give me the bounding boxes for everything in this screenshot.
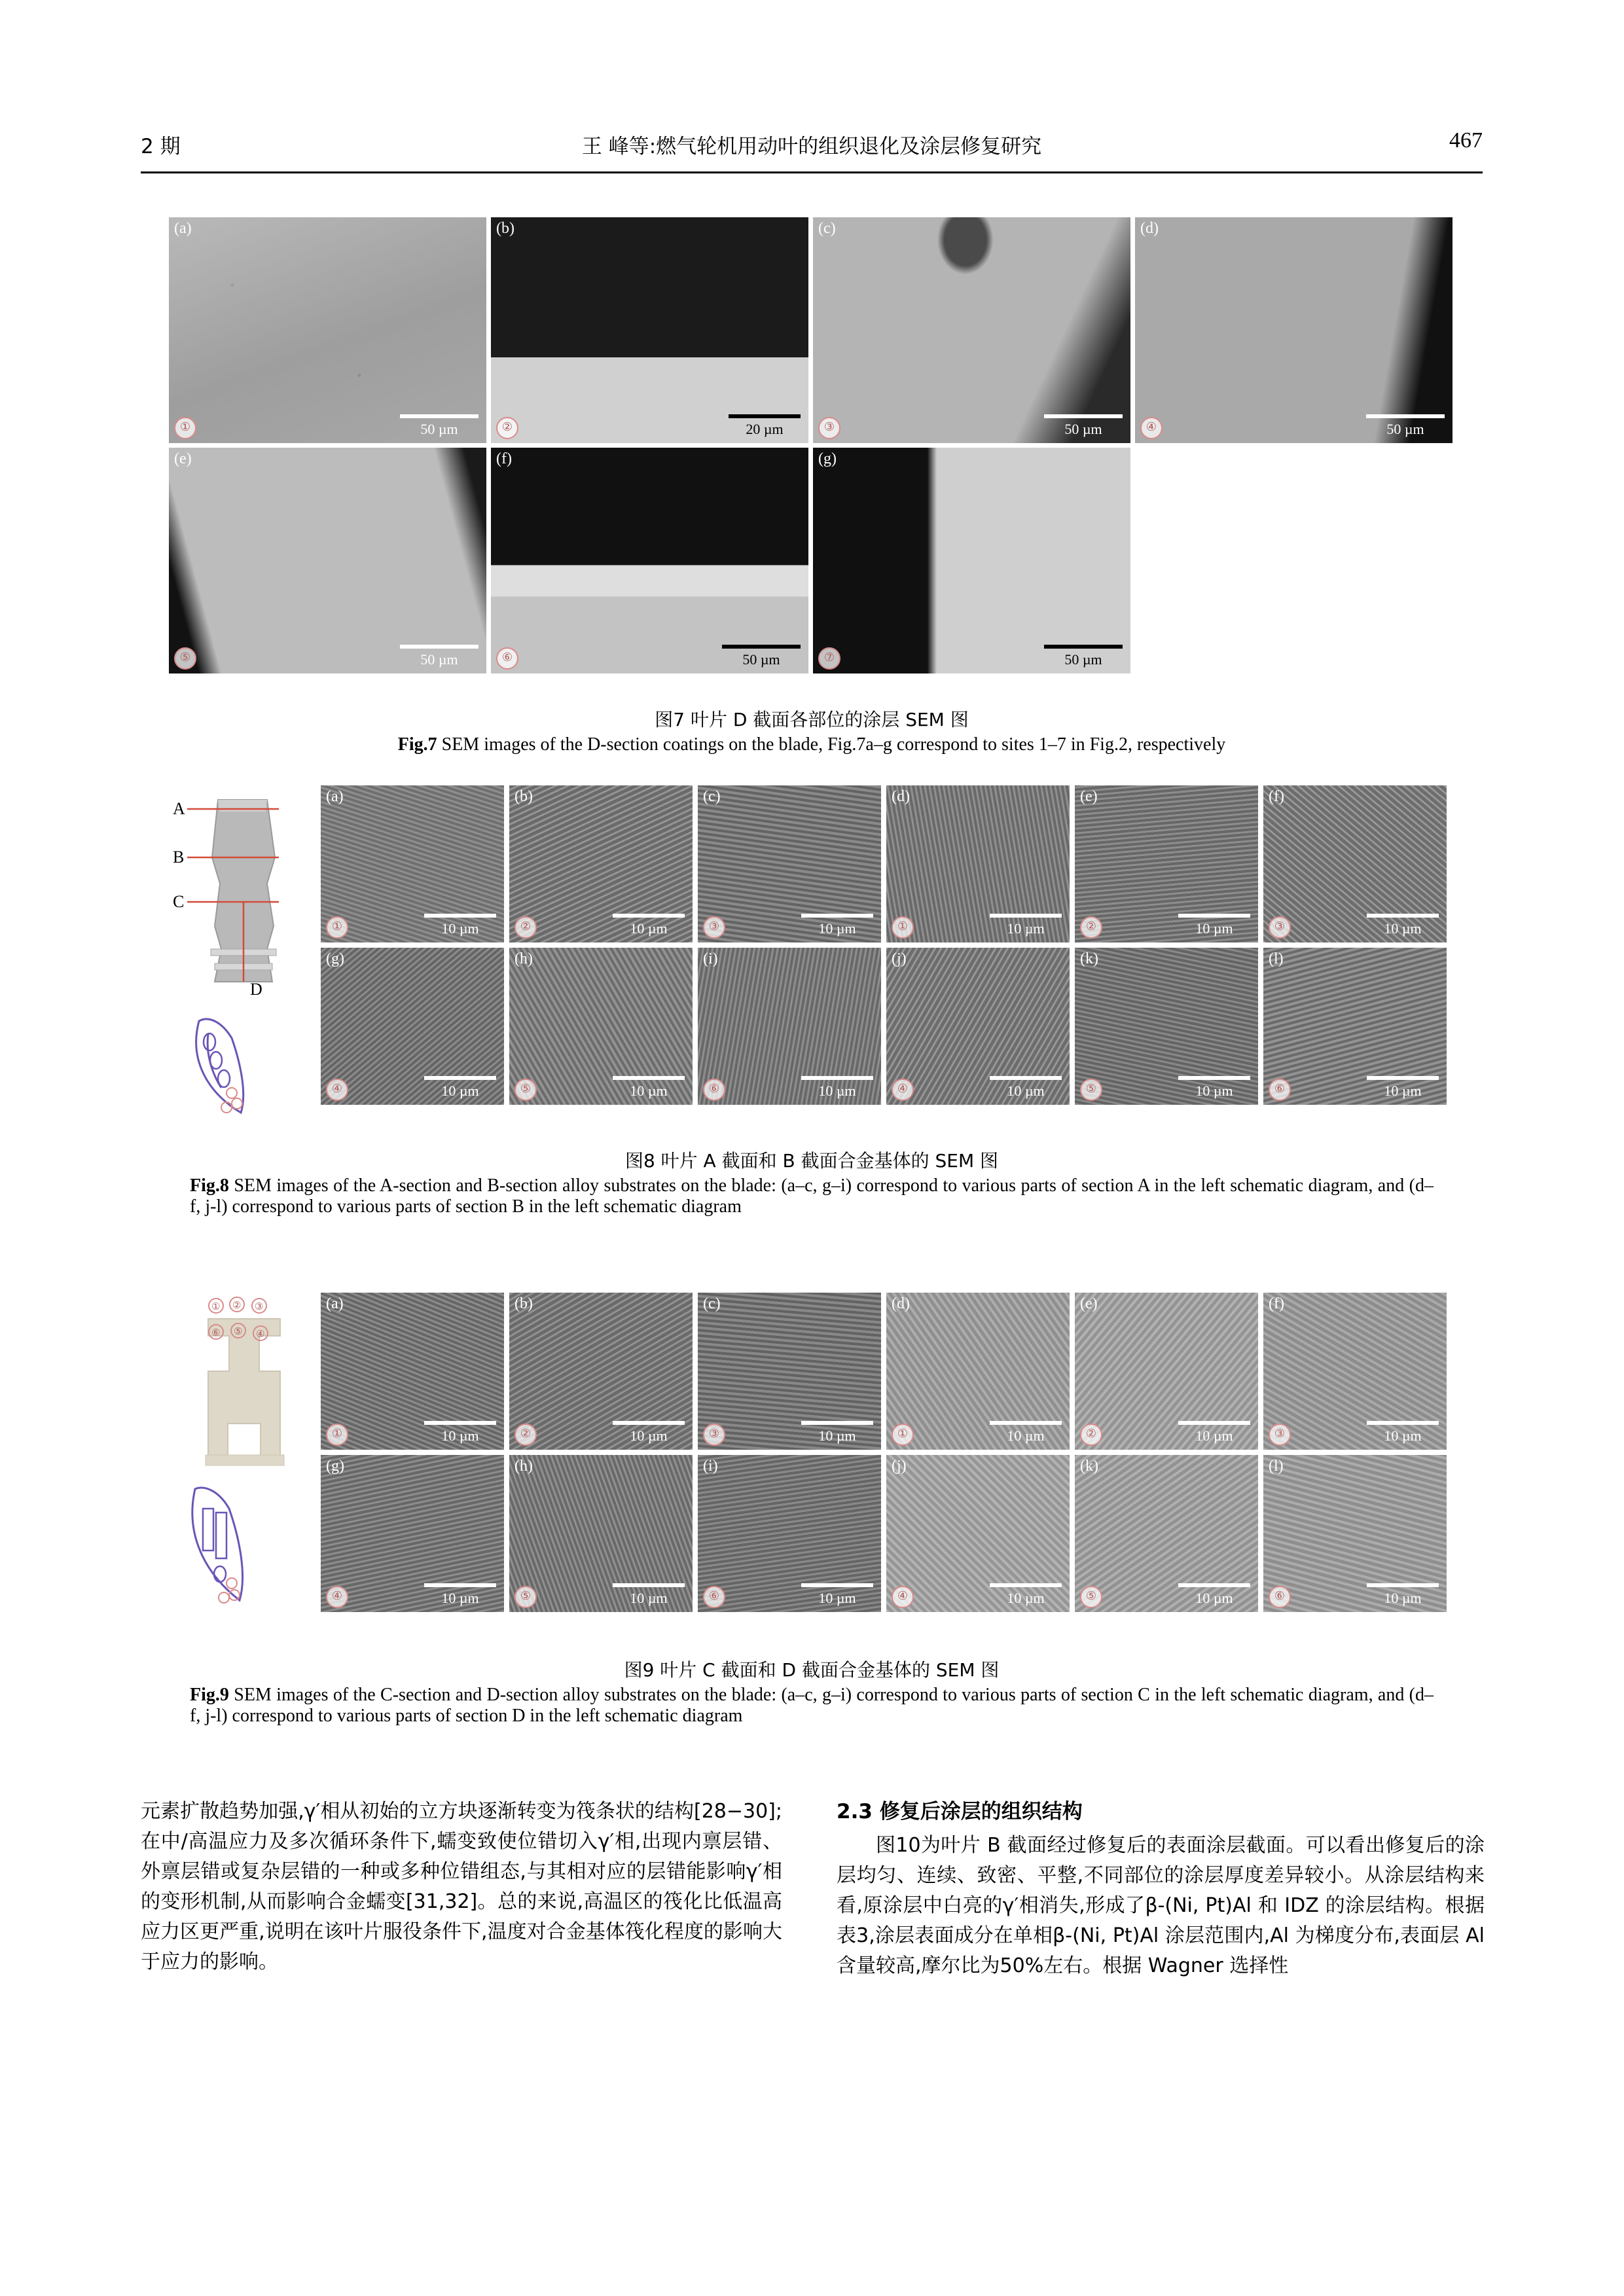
site-badge: ③ [818, 417, 840, 439]
panel-label: (f) [1269, 788, 1284, 805]
panel-label: (f) [1269, 1295, 1284, 1312]
fig9-panel-c [698, 1293, 881, 1450]
panel-label: (f) [496, 450, 512, 467]
svg-text:③: ③ [255, 1300, 264, 1312]
fig7-caption-en: Fig.7 SEM images of the D-section coatings on the blade, Fig.7a–g correspond to sites 1–7 in Fig.2, respectively [397, 734, 1226, 755]
fig8-schematic-diagram [169, 785, 319, 1126]
scale-bar: 10 µm [1367, 1076, 1439, 1100]
scale-bar: 50 µm [400, 414, 478, 438]
fig9-caption-en: Fig.9 SEM images of the C-section and D-section alloy substrates on the blade: (a–c, g–i) correspond to various parts of section C in the left schematic diagram, and (d–f, j-l) correspond to various parts of section D in the left schematic diagram [190, 1685, 1434, 1726]
fig9-panel-g [321, 1455, 504, 1612]
scale-bar: 10 µm [424, 1583, 496, 1607]
panel-label: (g) [326, 950, 344, 967]
panel-label: (j) [892, 1458, 907, 1475]
svg-text:④: ④ [256, 1328, 265, 1340]
scale-bar: 10 µm [1178, 1583, 1250, 1607]
figure-9-block [169, 1293, 1452, 1633]
scale-bar: 10 µm [613, 1421, 685, 1444]
panel-label: (i) [703, 950, 718, 967]
panel-label: (g) [326, 1458, 344, 1475]
svg-text:C: C [173, 892, 185, 911]
panel-label: (e) [1080, 1295, 1098, 1312]
svg-text:A: A [173, 799, 185, 818]
fig8-panel-e [1075, 785, 1258, 942]
site-badge: ② [1080, 1424, 1102, 1446]
site-badge: ⑥ [496, 647, 518, 670]
fig9-panel-i [698, 1455, 881, 1612]
fig7-panel-d [1135, 217, 1453, 443]
panel-label: (c) [703, 1295, 721, 1312]
body-column-right [837, 1797, 1485, 1981]
right-paragraph: 图10为叶片 B 截面经过修复后的表面涂层截面。可以看出修复后的涂层均匀、连续、致密、平整,不同部位的涂层厚度差异较小。从涂层结构来看,原涂层中白亮的γ′相消失,形成了β-(Ni, Pt)Al 和 IDZ 的涂层结构。根据表3,涂层表面成分在单相β-(Ni, Pt)Al 涂层范围内,Al 为梯度分布,表面层 Al 含量较高,摩尔比为50%左右。根据 Wagner 选择性 [837, 1834, 1485, 1977]
panel-label: (h) [514, 950, 533, 967]
scale-bar: 10 µm [801, 1583, 873, 1607]
panel-label: (a) [326, 788, 344, 805]
site-badge: ⑤ [514, 1586, 537, 1608]
scale-bar: 10 µm [801, 1421, 873, 1444]
scale-bar: 10 µm [613, 1076, 685, 1100]
panel-label: (b) [514, 1295, 533, 1312]
site-badge: ② [514, 916, 537, 939]
header-rule [141, 171, 1483, 173]
site-badge: ② [514, 1424, 537, 1446]
scale-bar: 10 µm [1367, 1583, 1439, 1607]
scale-bar: 50 µm [400, 645, 478, 668]
fig8-panel-k [1075, 948, 1258, 1105]
panel-label: (k) [1080, 950, 1098, 967]
issue-number: 2 期 [141, 135, 181, 158]
fig9-panel-k [1075, 1455, 1258, 1612]
scale-bar: 10 µm [613, 1583, 685, 1607]
scale-bar: 10 µm [424, 1076, 496, 1100]
site-badge: ① [174, 417, 196, 439]
fig9-panel-a [321, 1293, 504, 1450]
panel-label: (d) [892, 1295, 910, 1312]
fig9-panel-f [1263, 1293, 1447, 1450]
fig9-panel-h [509, 1455, 693, 1612]
site-badge: ① [326, 1424, 348, 1446]
fig7-panel-b [491, 217, 808, 443]
site-badge: ④ [326, 1586, 348, 1608]
figure-7-images [169, 217, 1452, 689]
site-badge: ④ [892, 1586, 914, 1608]
panel-label: (b) [496, 220, 514, 237]
scale-bar: 50 µm [1366, 414, 1445, 438]
scale-bar: 20 µm [729, 414, 801, 438]
panel-label: (l) [1269, 950, 1284, 967]
svg-text:②: ② [232, 1299, 242, 1311]
panel-label: (c) [703, 788, 721, 805]
figure-8-block [169, 785, 1452, 1126]
fig8-panel-j [886, 948, 1070, 1105]
fig9-panel-b [509, 1293, 693, 1450]
site-badge: ③ [1269, 916, 1291, 939]
fig8-panel-g [321, 948, 504, 1105]
fig9-panel-e [1075, 1293, 1258, 1450]
fig8-panel-b [509, 785, 693, 942]
fig8-caption-zh: 图8 叶片 A 截面和 B 截面合金基体的 SEM 图 [624, 1150, 999, 1172]
scale-bar: 10 µm [424, 1421, 496, 1444]
site-badge: ④ [326, 1079, 348, 1101]
svg-text:⑤: ⑤ [234, 1325, 243, 1337]
panel-label: (g) [818, 450, 837, 467]
fig8-panel-h [509, 948, 693, 1105]
site-badge: ④ [1140, 417, 1163, 439]
scale-bar: 10 µm [801, 1076, 873, 1100]
site-badge: ⑥ [703, 1079, 725, 1101]
panel-label: (d) [892, 788, 910, 805]
panel-label: (h) [514, 1458, 533, 1475]
site-badge: ⑥ [703, 1586, 725, 1608]
fig7-panel-e [169, 448, 486, 673]
site-badge: ③ [1269, 1424, 1291, 1446]
site-badge: ③ [703, 1424, 725, 1446]
scale-bar: 10 µm [990, 1421, 1062, 1444]
site-badge: ① [892, 1424, 914, 1446]
svg-text:①: ① [211, 1300, 221, 1312]
site-badge: ① [892, 916, 914, 939]
panel-label: (e) [1080, 788, 1098, 805]
scale-bar: 10 µm [1178, 914, 1250, 937]
panel-label: (b) [514, 788, 533, 805]
panel-label: (j) [892, 950, 907, 967]
scale-bar: 50 µm [1044, 645, 1123, 668]
fig9-panel-d [886, 1293, 1070, 1450]
panel-label: (k) [1080, 1458, 1098, 1475]
site-badge: ⑤ [1080, 1586, 1102, 1608]
fig9-schematic-diagram [169, 1293, 319, 1633]
scale-bar: 10 µm [990, 1583, 1062, 1607]
site-badge: ⑤ [174, 647, 196, 670]
scale-bar: 10 µm [801, 914, 873, 937]
fig7-caption-zh: 图7 叶片 D 截面各部位的涂层 SEM 图 [655, 709, 969, 730]
scale-bar: 10 µm [1178, 1076, 1250, 1100]
fig9-caption-zh: 图9 叶片 C 截面和 D 截面合金基体的 SEM 图 [624, 1659, 1000, 1681]
scale-bar: 10 µm [1178, 1421, 1250, 1444]
fig8-panel-f [1263, 785, 1447, 942]
scale-bar: 10 µm [1367, 914, 1439, 937]
section-heading-2-3: 2.3 修复后涂层的组织结构 [837, 1800, 1083, 1823]
site-badge: ⑥ [1269, 1079, 1291, 1101]
fig8-panel-i [698, 948, 881, 1105]
fig8-panel-l [1263, 948, 1447, 1105]
scale-bar: 10 µm [424, 914, 496, 937]
scale-bar: 10 µm [613, 914, 685, 937]
site-badge: ① [326, 916, 348, 939]
panel-label: (a) [326, 1295, 344, 1312]
scale-bar: 50 µm [1044, 414, 1123, 438]
fig7-panel-a [169, 217, 486, 443]
svg-text:⑥: ⑥ [211, 1327, 221, 1338]
panel-label: (d) [1140, 220, 1159, 237]
fig7-panel-f [491, 448, 808, 673]
panel-label: (a) [174, 220, 192, 237]
panel-label: (l) [1269, 1458, 1284, 1475]
svg-text:B: B [173, 848, 185, 867]
site-badge: ⑥ [1269, 1586, 1291, 1608]
scale-bar: 10 µm [990, 914, 1062, 937]
site-badge: ⑦ [818, 647, 840, 670]
panel-label: (i) [703, 1458, 718, 1475]
scale-bar: 10 µm [1367, 1421, 1439, 1444]
fig7-panel-g [813, 448, 1130, 673]
svg-text:D: D [250, 980, 262, 999]
fig8-panel-a [321, 785, 504, 942]
fig7-panel-c [813, 217, 1130, 443]
left-paragraph: 元素扩散趋势加强,γ′相从初始的立方块逐渐转变为筏条状的结构[28−30];在中/高温应力及多次循环条件下,蠕变致使位错切入γ′相,出现内禀层错、外禀层错或复杂层错的一种或多种位错组态,与其相对应的层错能影响γ′相的变形机制,从而影响合金蠕变[31,32]。总的来说,高温区的筏化比低温高应力区更严重,说明在该叶片服役条件下,温度对合金基体筏化程度的影响大于应力的影响。 [141, 1800, 782, 1973]
site-badge: ③ [703, 916, 725, 939]
site-badge: ④ [892, 1079, 914, 1101]
site-badge: ② [496, 417, 518, 439]
fig9-panel-l [1263, 1455, 1447, 1612]
running-title: 王 峰等:燃气轮机用动叶的组织退化及涂层修复研究 [581, 135, 1042, 158]
body-column-left [141, 1797, 782, 1977]
fig8-caption-en: Fig.8 SEM images of the A-section and B-section alloy substrates on the blade: (a–c, g–i) correspond to various parts of section A in the left schematic diagram, and (d–f, j-l) correspond to various parts of section B in the left schematic diagram [190, 1175, 1434, 1217]
site-badge: ⑤ [514, 1079, 537, 1101]
scale-bar: 10 µm [990, 1076, 1062, 1100]
fig9-panel-j [886, 1455, 1070, 1612]
fig8-panel-c [698, 785, 881, 942]
panel-label: (e) [174, 450, 192, 467]
scale-bar: 50 µm [722, 645, 801, 668]
site-badge: ② [1080, 916, 1102, 939]
page-header [141, 130, 1483, 169]
site-badge: ⑤ [1080, 1079, 1102, 1101]
panel-label: (c) [818, 220, 836, 237]
page-number: 467 [1449, 128, 1483, 152]
fig8-panel-d [886, 785, 1070, 942]
